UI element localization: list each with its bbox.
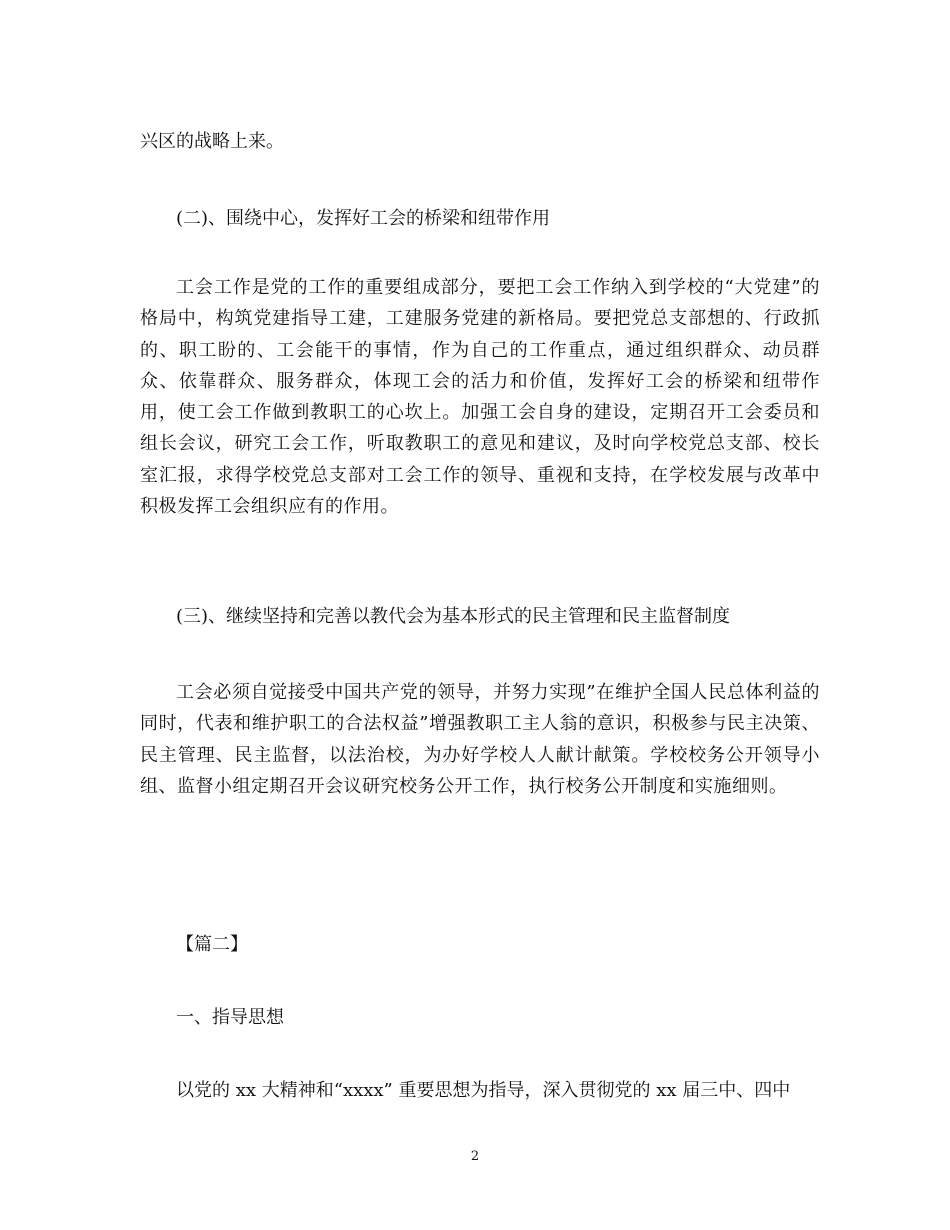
- continued-text-line: 兴区的战略上来。: [140, 131, 284, 152]
- part-two-title: 【篇二】: [176, 934, 248, 955]
- page-number: 2: [470, 1149, 480, 1164]
- guiding-ideology-heading: 一、指导思想: [176, 1007, 284, 1028]
- section-3-heading: (三)、继续坚持和完善以教代会为基本形式的民主管理和民主监督制度: [176, 606, 731, 627]
- section-3-body: 工会必须自觉接受中国共产党的领导，并努力实现”在维护全国人民总体利益的同时，代表和维护职工的合法权益”增强教职工主人翁的意识，积极参与民主决策、民主管理、民主监督，以法治校，为办好学校人人献计献策。学校校务公开领导小组、监督小组定期召开会议研究校务公开工作，执行校务公开制度和实施细则。: [140, 682, 820, 797]
- section-2-heading: (二)、围绕中心，发挥好工会的桥梁和纽带作用: [176, 208, 551, 229]
- section-2-body: 工会工作是党的工作的重要组成部分，要把工会工作纳入到学校的“大党建”的格局中，构筑党建指导工建，工建服务党建的新格局。要把党总支部想的、行政抓的、职工盼的、工会能干的事情，作为自己的工作重点，通过组织群众、动员群众、依靠群众、服务群众，体现工会的活力和价值，发挥好工会的桥梁和纽带作用，使工会工作做到教职工的心坎上。加强工会自身的建设，定期召开工会委员和组长会议，研究工会工作，听取教职工的意见和建议，及时向学校党总支部、校长室汇报，求得学校党总支部对工会工作的领导、重视和支持，在学校发展与改革中积极发挥工会组织应有的作用。: [140, 277, 820, 518]
- guiding-ideology-body: 以党的 xx 大精神和“xxxx” 重要思想为指导，深入贯彻党的 xx 届三中、四中: [176, 1080, 791, 1101]
